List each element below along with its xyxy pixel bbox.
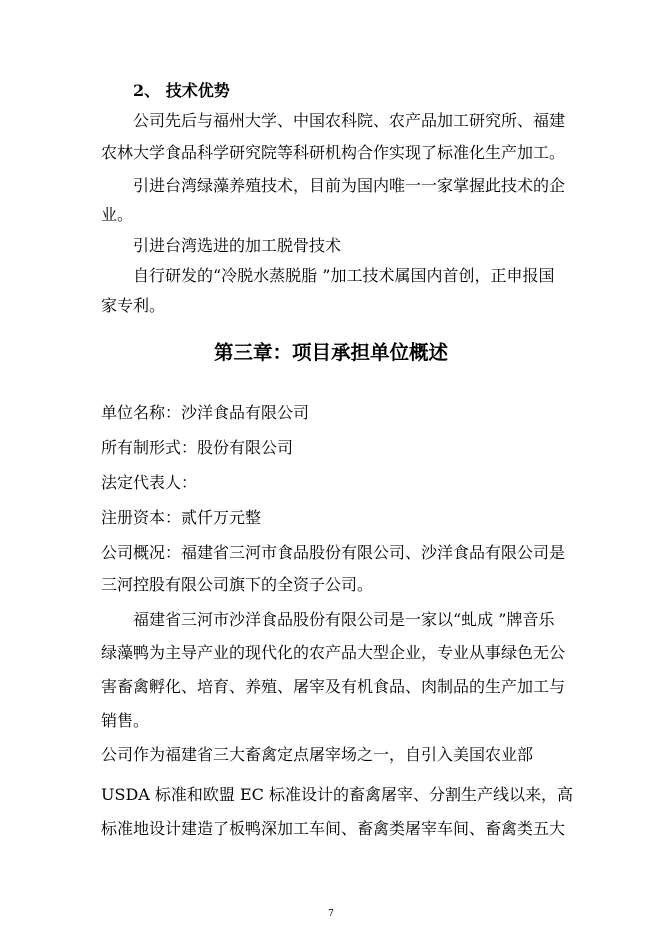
text-line: 害畜禽孵化、培育、养殖、屠宰及有机食品、肉制品的生产加工与 [101, 677, 566, 696]
section-heading: 2、 技术优势 [133, 81, 230, 100]
page-number: 7 [328, 909, 334, 919]
text-line: 公司先后与福州大学、中国农科院、农产品加工研究所、福建 [133, 111, 566, 130]
text-line: 三河控股有限公司旗下的全资子公司。 [101, 575, 374, 594]
text-line: 公司概况：福建省三河市食品股份有限公司、沙洋食品有限公司是 [101, 543, 566, 562]
text-line: 农林大学食品科学研究院等科研机构合作实现了标准化生产加工。 [101, 143, 566, 162]
text-line: 标准地设计建造了板鸭深加工车间、畜禽类屠宰车间、畜禽类五大 [101, 819, 566, 838]
text-line: 引进台湾绿藻养殖技术，目前为国内唯一一家掌握此技术的企 [133, 176, 566, 195]
legal-representative: 法定代表人： [101, 473, 198, 492]
text-line: 销售。 [101, 711, 150, 730]
text-line: 家专利。 [101, 296, 166, 315]
registered-capital: 注册资本：贰仟万元整 [101, 508, 262, 527]
text-line: USDA 标准和欧盟 EC 标准设计的畜禽屠宰、分割生产线以来，高 [101, 785, 574, 804]
ownership-type: 所有制形式：股份有限公司 [101, 438, 294, 457]
text-line: 绿藻鸭为主导产业的现代化的农产品大型企业，专业从事绿色无公 [101, 643, 566, 662]
unit-name: 单位名称：沙洋食品有限公司 [101, 403, 310, 422]
text-line: 自行研发的“冷脱水蒸脱脂 ”加工技术属国内首创，正申报国 [133, 266, 555, 285]
text-line: 业。 [101, 205, 134, 224]
chapter-title: 第三章：项目承担单位概述 [213, 341, 448, 364]
text-line: 福建省三河市沙洋食品股份有限公司是一家以“虬成 ”牌音乐 [133, 610, 555, 629]
text-line: 公司作为福建省三大畜禽定点屠宰场之一，自引入美国农业部 [101, 745, 534, 764]
text-line: 引进台湾选进的加工脱骨技术 [133, 236, 342, 255]
